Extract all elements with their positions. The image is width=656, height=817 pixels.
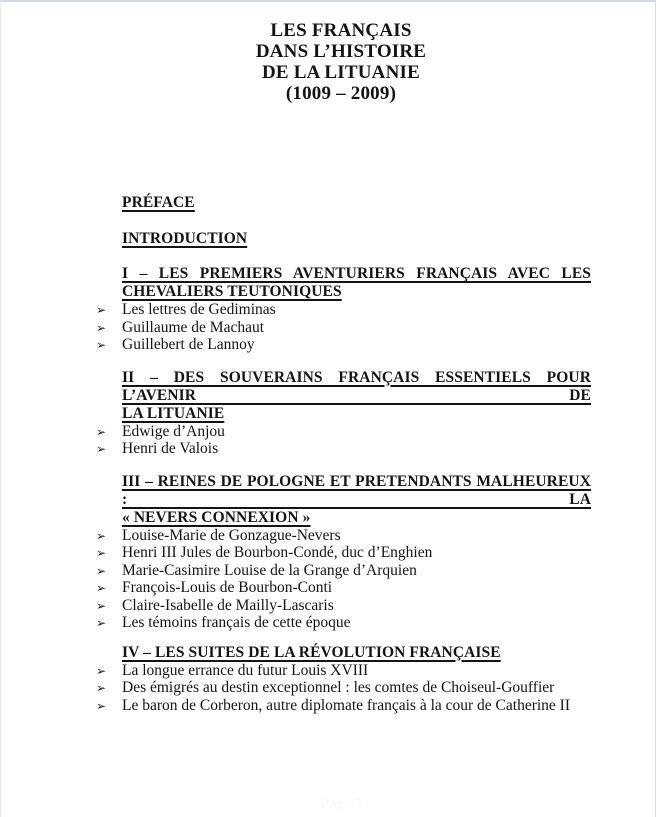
arrowhead-bullet-icon: ➢ [96,338,107,352]
toc-item [96,696,591,715]
toc-heading-section-4-line-1: IV – LES SUITES DE LA RÉVOLUTION FRANÇAISE [122,643,501,661]
toc-section-2-items [96,422,591,458]
toc-item [96,526,591,545]
arrowhead-bullet-icon: ➢ [96,616,107,630]
toc-heading-section-1-line-1: I – LES PREMIERS AVENTURIERS FRANÇAIS AVEC LES [122,265,591,282]
toc-heading-section-2-line-2: LA LITUANIE [122,404,225,422]
title-line-4: (1009 – 2009) [285,83,397,104]
page-number: Page 3 [319,796,363,812]
toc-heading-section-1 [122,265,591,301]
table-of-contents [96,194,591,714]
toc-item [96,318,591,337]
title-line-3: DE LA LITUANIE [261,62,420,83]
toc-heading-section-2 [122,369,591,423]
title-line-2: DANS L’HISTOIRE [255,41,427,62]
toc-item [96,614,591,632]
toc-item [96,301,591,319]
arrowhead-bullet-icon: ➢ [96,598,107,613]
toc-item [96,561,591,580]
toc-item-label: Henri de Valois [122,440,219,457]
toc-heading-section-3-line-1: III – REINES DE POLOGNE ET PRETENDANTS MALHEUREUX : LA [122,472,591,508]
toc-item-label: Claire-Isabelle de Mailly-Lascaris [122,596,334,614]
toc-item-label: Louise-Marie de Gonzague-Nevers [122,526,341,544]
toc-section-4-items [96,661,591,715]
toc-item-label: Les témoins français de cette époque [122,614,351,631]
toc-item-label: Edwige d’Anjou [122,422,225,440]
toc-section-3-items [96,526,591,632]
toc-item-label: Marie-Casimire Louise de la Grange d’Arquien [122,561,417,579]
arrowhead-bullet-icon: ➢ [96,424,107,439]
toc-item-label: La longue errance du futur Louis XVIII [122,661,369,679]
page-title [91,20,591,104]
toc-item [96,679,591,697]
toc-heading-section-1-line-2: CHEVALIERS TEUTONIQUES [122,283,342,300]
toc-item-label: Des émigrés au destin exceptionnel : les comtes de Choiseul-Gouffier [122,679,555,696]
arrowhead-bullet-icon: ➢ [96,663,107,678]
toc-item [96,596,591,615]
toc-item [96,336,591,354]
toc-item [96,544,591,562]
arrowhead-bullet-icon: ➢ [96,320,107,335]
toc-item-label: Guillaume de Machaut [122,318,265,336]
arrowhead-bullet-icon: ➢ [96,581,107,595]
arrowhead-bullet-icon: ➢ [96,528,107,543]
toc-heading-introduction: INTRODUCTION [122,230,248,247]
toc-item-label: François-Louis de Bourbon-Conti [122,579,333,596]
arrowhead-bullet-icon: ➢ [96,698,107,713]
title-line-1: LES FRANÇAIS [270,20,412,41]
toc-item [96,661,591,680]
toc-item-label: Les lettres de Gediminas [122,301,276,318]
toc-heading-section-2-line-1: II – DES SOUVERAINS FRANÇAIS ESSENTIELS POUR L’AVENIR DE [122,368,591,404]
toc-heading-section-4 [122,644,591,662]
toc-heading-preface: PRÉFACE [122,194,195,211]
toc-item [96,422,591,441]
arrowhead-bullet-icon: ➢ [96,681,107,695]
toc-item-label: Le baron de Corberon, autre diplomate français à la cour de Catherine II [122,696,571,714]
toc-item [96,579,591,597]
toc-item [96,440,591,458]
arrowhead-bullet-icon: ➢ [96,442,107,456]
arrowhead-bullet-icon: ➢ [96,303,107,317]
toc-section-1-items [96,301,591,354]
arrowhead-bullet-icon: ➢ [96,546,107,560]
toc-heading-section-3 [122,473,591,527]
toc-item-label: Guillebert de Lannoy [122,336,255,353]
toc-item-label: Henri III Jules de Bourbon-Condé, duc d’Enghien [122,544,433,561]
toc-heading-section-3-line-2: « NEVERS CONNEXION » [122,508,311,526]
arrowhead-bullet-icon: ➢ [96,563,107,578]
